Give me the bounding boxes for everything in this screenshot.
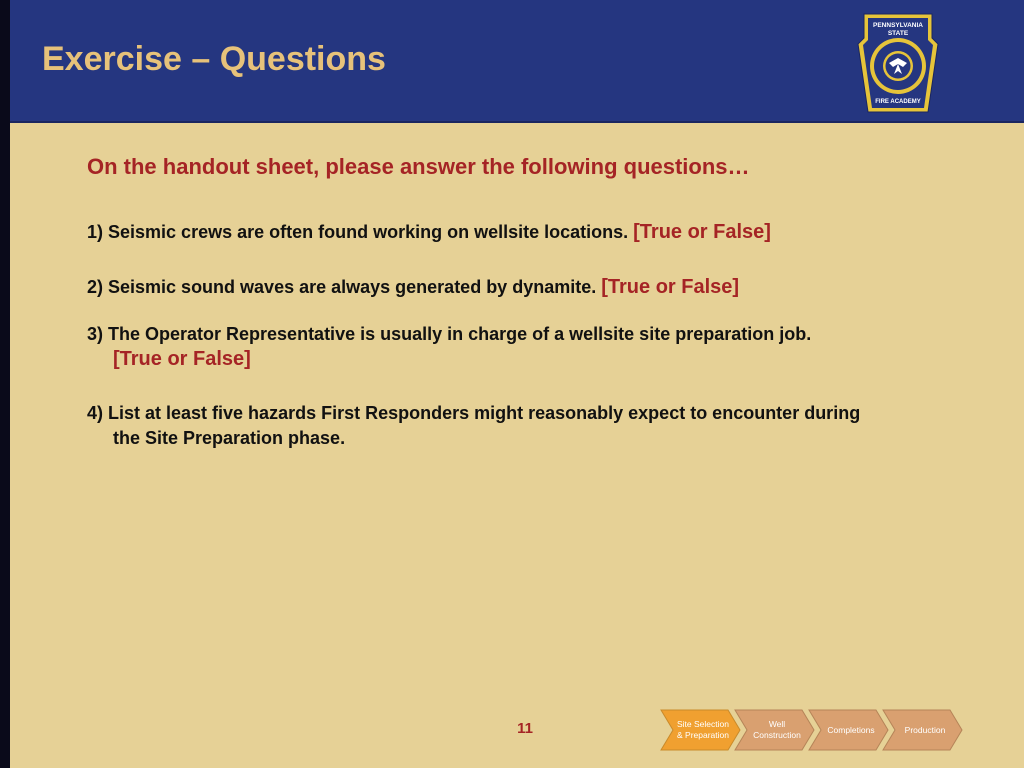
logo-bottom: FIRE ACADEMY <box>875 99 921 105</box>
question-2-tag: [True or False] <box>601 276 740 298</box>
step-completions-label: Completions <box>827 725 875 735</box>
logo-line1: PENNSYLVANIA <box>873 22 923 29</box>
step-well-construction-line1: Well <box>768 719 786 729</box>
slide-header <box>10 0 1024 123</box>
question-1-tag: [True or False] <box>633 221 771 243</box>
step-well-construction-line2: Construction <box>753 730 801 740</box>
intro-text: On the handout sheet, please answer the following questions… <box>87 154 750 179</box>
page-number: 11 <box>517 720 533 737</box>
question-4 <box>87 401 860 451</box>
process-stepper <box>660 709 964 751</box>
logo-line2: STATE <box>887 30 909 37</box>
step-production[interactable] <box>883 710 962 750</box>
step-completions[interactable] <box>809 710 888 750</box>
question-4-line1: 4) List at least five hazards First Responders might reasonably expect to encounter during <box>87 403 861 423</box>
question-3 <box>87 322 811 372</box>
step-site-selection-line1: Site Selection <box>677 719 729 729</box>
slide-title: Exercise – Questions <box>42 40 386 78</box>
step-production-label: Production <box>904 725 946 735</box>
question-2-text: 2) Seismic sound waves are always generated by dynamite. <box>87 277 597 297</box>
step-site-selection-line2: & Preparation <box>677 730 729 740</box>
question-1 <box>87 220 771 245</box>
step-well-construction[interactable] <box>735 710 814 750</box>
question-4-line2: the Site Preparation phase. <box>113 428 346 448</box>
question-1-text: 1) Seismic crews are often found working on wellsite locations. <box>87 222 629 242</box>
question-2 <box>87 275 739 300</box>
step-site-selection[interactable] <box>661 710 740 750</box>
question-3-text: 3) The Operator Representative is usually in charge of a wellsite site preparation job. <box>87 324 812 344</box>
pennsylvania-fire-academy-logo <box>856 8 940 114</box>
left-edge-bar <box>0 0 10 768</box>
question-3-tag: [True or False] <box>113 348 251 370</box>
